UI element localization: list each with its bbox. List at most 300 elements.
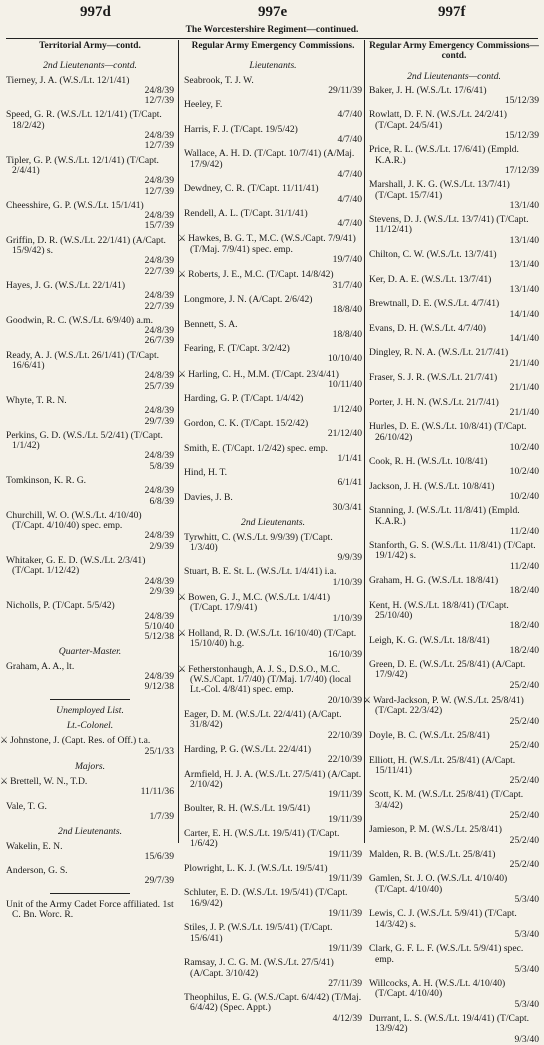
officer-name-text: Schluter, E. D. (W.S./Lt. 19/5/41) (T/Capt. 16/9/42): [184, 887, 348, 909]
officer-name-text: Plowright, L. K. J. (W.S./Lt. 19/5/41): [184, 862, 328, 874]
commission-date: 1/1/41: [337, 452, 362, 464]
officer-name-text: Brewtnall, D. E. (W.S./Lt. 4/7/41): [369, 298, 500, 310]
officer-name-text: Dewdney, C. R. (T/Capt. 11/11/41): [184, 183, 319, 195]
officer-entry: [369, 850, 539, 871]
officer-entry: [6, 396, 174, 427]
officer-entry: [184, 295, 362, 316]
section-heading: Unemployed List.: [56, 704, 124, 716]
officer-name-text: Doyle, B. C. (W.S./Lt. 25/8/41): [369, 729, 490, 741]
officer-name-text: Price, R. L. (W.S./Lt. 17/6/41) (Empld. K.A.R.): [369, 144, 519, 166]
officer-entry: [178, 233, 362, 266]
commission-date: 29/11/39: [328, 84, 362, 96]
commission-date: 25/2/40: [509, 775, 539, 787]
officer-name-text: Wakelin, E. N.: [6, 840, 63, 852]
commission-date: 15/12/39: [504, 130, 539, 142]
commission-date: 5/8/39: [149, 460, 174, 472]
column-divider-2: [364, 40, 365, 843]
commission-date: 25/2/40: [509, 810, 539, 821]
officer-name-text: Boulter, R. H. (W.S./Lt. 19/5/41): [184, 803, 311, 815]
officer-name-text: Dingley, R. N. A. (W.S./Lt. 21/7/41): [369, 347, 509, 359]
officer-entry: [369, 348, 539, 369]
officer-name: [369, 215, 539, 236]
officer-name: [184, 444, 362, 454]
commission-date: 2/9/39: [149, 585, 174, 597]
officer-name-text: Churchill, W. O. (W.S./Lt. 4/10/40) (T/Capt. 4/10/40) spec. emp.: [6, 509, 142, 532]
officer-name-text: Scott, K. M. (W.S./Lt. 25/8/41) (T/Capt. 3/4/42): [369, 789, 524, 811]
commission-date: 29/7/39: [144, 415, 174, 427]
officer-name-text: Green, D. E. (W.S./Lt. 25/8/41) (A/Capt. 17/9/42): [369, 659, 526, 681]
officer-entry: [6, 900, 174, 921]
officer-name: [369, 874, 539, 895]
officer-name-text: Cook, R. H. (W.S./Lt. 10/8/41): [369, 456, 488, 468]
column-header: Territorial Army—contd.: [39, 41, 141, 51]
officer-name: [6, 351, 174, 372]
commission-date: 24/8/39: [144, 575, 174, 587]
officer-entry: [369, 110, 539, 141]
officer-entry: [0, 735, 174, 757]
officer-name-text: Leigh, K. G. (W.S./Lt. 18/8/41): [369, 634, 490, 646]
officer-name: [369, 909, 539, 930]
section-rule: [50, 893, 130, 894]
officer-entry: [184, 567, 362, 588]
officer-name: [369, 299, 539, 309]
officer-name-text: Vale, T. G.: [6, 800, 47, 812]
officer-name-text: Smith, E. (T/Capt. 1/2/42) spec. emp.: [184, 442, 328, 454]
officer-name-text: Anderson, G. S.: [6, 865, 68, 877]
commission-date: 14/1/40: [509, 308, 539, 320]
commission-date: 4/7/40: [337, 109, 362, 121]
officer-name-text: Lewis, C. J. (W.S./Lt. 5/9/41) (T/Capt. 14/3/42) s.: [369, 908, 517, 930]
officer-name: [363, 695, 539, 717]
officer-name-text: Brettell, W. N., T.D.: [10, 776, 88, 788]
officer-name-text: Clark, G. F. L. F. (W.S./Lt. 5/9/41) spec. emp.: [369, 943, 524, 965]
officer-entry: [6, 431, 174, 472]
crossed-swords-icon: ⚔: [178, 663, 187, 674]
crossed-swords-icon: ⚔: [363, 695, 372, 706]
officer-name: [6, 511, 174, 532]
officer-entry: [178, 269, 362, 291]
commission-date: 18/8/40: [332, 304, 362, 316]
officer-name: [6, 556, 174, 577]
officer-name-text: Porter, J. H. N. (W.S./Lt. 21/7/41): [369, 396, 499, 408]
officer-name-text: Perkins, G. D. (W.S./Lt. 5/2/41) (T/Capt. 1/1/42): [6, 429, 163, 452]
officer-entry: [184, 149, 362, 180]
officer-entry: [369, 909, 539, 940]
commission-date: 19/11/39: [328, 908, 362, 920]
officer-name-text: Stevens, D. J. (W.S./Lt. 13/7/41) (T/Capt. 11/12/41): [369, 214, 529, 236]
section-heading: Majors.: [74, 760, 106, 772]
commission-date: 24/8/39: [144, 530, 174, 542]
officer-name: [184, 888, 362, 909]
officer-name-text: Nicholls, P. (T/Capt. 5/5/42): [6, 600, 115, 612]
commission-date: 24/8/39: [144, 370, 174, 382]
officer-name: [178, 663, 362, 696]
officer-name: [6, 110, 174, 131]
officer-name: [369, 790, 539, 811]
officer-name-text: Bowen, G. J., M.C. (W.S./Lt. 1/4/41) (T/Capt. 17/9/41): [188, 592, 331, 614]
commission-date: 19/11/39: [328, 848, 362, 860]
column-header: Regular Army Emergency Commissions.: [191, 41, 355, 51]
officer-entry: [6, 76, 174, 107]
commission-date: 15/7/39: [144, 220, 174, 232]
officer-name-text: Fearing, F. (T/Capt. 3/2/42): [184, 343, 290, 355]
commission-date: 25/2/40: [509, 679, 539, 691]
officer-entry: [184, 493, 362, 514]
commission-date: 15/12/39: [504, 95, 539, 107]
officer-name: [184, 125, 362, 135]
officer-entry: [369, 324, 539, 345]
header-rule: [6, 38, 538, 39]
crossed-swords-icon: ⚔: [178, 269, 187, 280]
officer-name-text: Theophilus, E. G. (W.S./Capt. 6/4/42) (T/Maj. 6/4/42) (Spec. Appt.): [184, 992, 362, 1014]
officer-entry: [369, 825, 539, 846]
commission-date: 10/11/40: [328, 379, 362, 391]
officer-name: [184, 100, 362, 110]
officer-name-text: Elliott, H. (W.S./Lt. 25/8/41) (A/Capt. 15/11/41): [369, 754, 516, 776]
officer-name: [369, 756, 539, 777]
commission-date: 17/12/39: [504, 164, 539, 176]
commission-date: 24/8/39: [144, 450, 174, 462]
officer-entry: [369, 299, 539, 320]
officer-name-text: Graham, A. A., lt.: [6, 660, 75, 672]
officer-entry: [369, 145, 539, 176]
commission-date: 12/7/39: [144, 95, 174, 107]
commission-date: 24/8/39: [144, 405, 174, 417]
crossed-swords-icon: ⚔: [178, 627, 187, 638]
commission-date: 24/8/39: [144, 255, 174, 267]
officer-entry: [184, 125, 362, 146]
officer-entry: [369, 601, 539, 632]
officer-entry: [363, 695, 539, 727]
section-heading: 2nd Lieutenants.: [241, 517, 305, 529]
officer-entry: [369, 731, 539, 752]
commission-date: 22/10/39: [327, 754, 362, 766]
commission-date: 4/7/40: [337, 218, 362, 230]
officer-name-text: Longmore, J. N. (A/Capt. 2/6/42): [184, 293, 313, 305]
officer-entry: [6, 281, 174, 312]
commission-date: 25/2/40: [509, 715, 539, 727]
commission-date: 11/2/40: [510, 525, 539, 537]
officer-name: [6, 236, 174, 257]
commission-date: 2/9/39: [149, 540, 174, 552]
officer-name-text: Malden, R. B. (W.S./Lt. 25/8/41): [369, 848, 496, 860]
officer-entry: [369, 215, 539, 246]
officer-name-text: Ramsay, J. C. G. M. (W.S./Lt. 27/5/41) (A/Capt. 3/10/42): [184, 957, 334, 979]
officer-name: [369, 541, 539, 562]
officer-entry: [369, 275, 539, 296]
officer-name-text: Rowlatt, D. F. N. (W.S./Lt. 24/2/41) (T/Capt. 24/5/41): [369, 109, 507, 131]
section-heading: Quarter-Master.: [58, 646, 122, 658]
officer-name-text: Willcocks, A. H. (W.S./Lt. 4/10/40) (T/Capt. 4/10/40): [369, 978, 506, 1000]
commission-date: 24/8/39: [144, 671, 174, 683]
officer-entry: [369, 541, 539, 572]
officer-name-text: Kent, H. (W.S./Lt. 18/8/41) (T/Capt. 25/10/40): [369, 599, 509, 621]
commission-date: 10/2/40: [509, 441, 539, 453]
officer-name: [184, 149, 362, 170]
officer-entry: [369, 790, 539, 821]
officer-entry: [6, 316, 174, 347]
officer-entry: [184, 320, 362, 341]
commission-date: 18/8/40: [332, 328, 362, 340]
officer-name-text: Roberts, J. E., M.C. (T/Capt. 14/8/42): [188, 269, 334, 281]
officer-name-text: Unit of the Army Cadet Force affiliated. 1st C. Bn. Worc. R.: [6, 898, 174, 921]
officer-name: [369, 110, 539, 131]
officer-entry: [369, 979, 539, 1010]
officer-entry: [6, 110, 174, 151]
commission-date: 13/1/40: [509, 199, 539, 211]
officer-name: [369, 180, 539, 201]
section-rule: [50, 699, 130, 700]
officer-entry: [184, 444, 362, 465]
commission-date: 6/1/41: [337, 477, 362, 489]
commission-date: 9/9/39: [337, 552, 362, 564]
officer-name-text: Stuart, B. E. St. L. (W.S./Lt. 1/4/41) i.a.: [184, 566, 337, 578]
officer-name-text: Durrant, L. S. (W.S./Lt. 19/4/41) (T/Capt. 13/9/42): [369, 1013, 530, 1035]
officer-name: [178, 592, 362, 614]
officer-name-text: Tierney, J. A. (W.S./Lt. 12/1/41): [6, 74, 130, 86]
officer-entry: [184, 923, 362, 954]
commission-date: 4/7/40: [337, 134, 362, 146]
officer-name-text: Holland, R. D. (W.S./Lt. 16/10/40) (T/Capt. 15/10/40) h.g.: [188, 627, 357, 650]
officer-name: [6, 900, 174, 921]
officer-name: [369, 979, 539, 1000]
officer-entry: [6, 351, 174, 392]
officer-entry: [6, 662, 174, 693]
officer-entry: [184, 888, 362, 919]
officer-name-text: Graham, H. G. (W.S./Lt. 18/8/41): [369, 575, 499, 587]
officer-entry: [6, 601, 174, 642]
officer-entry: [369, 576, 539, 597]
commission-date: 5/3/40: [514, 928, 539, 940]
commission-date: 18/2/40: [509, 585, 539, 597]
officer-name: [184, 184, 362, 194]
commission-date: 24/8/39: [144, 610, 174, 622]
commission-date: 31/7/40: [332, 279, 362, 291]
commission-date: 21/12/40: [327, 428, 362, 440]
commission-date: 9/12/38: [144, 681, 174, 693]
officer-entry: [369, 398, 539, 419]
officer-name: [369, 506, 539, 527]
officer-name-text: Heeley, F.: [184, 99, 223, 111]
officer-entry: [184, 184, 362, 205]
officer-name: [184, 710, 362, 731]
officer-name-text: Bennett, S. A.: [184, 318, 238, 330]
officer-name-text: Cheesshire, G. P. (W.S./Lt. 15/1/41): [6, 199, 144, 211]
officer-name-text: Hayes, J. G. (W.S./Lt. 22/1/41): [6, 279, 126, 291]
officer-entry: [369, 180, 539, 211]
commission-date: 11/2/40: [510, 560, 539, 572]
officer-entry: [6, 866, 174, 887]
officer-name-text: Fraser, S. J. R. (W.S./Lt. 21/7/41): [369, 372, 498, 384]
officer-name-text: Hawkes, B. G. T., M.C. (W.S./Capt. 7/9/41) (T/Maj. 7/9/41) spec. emp.: [188, 233, 356, 255]
officer-name: [184, 770, 362, 791]
officer-name-text: Fetherstonhaugh, A. J. S., D.S.O., M.C. (W.S./Capt. 1/7/40) (T/Maj. 1/7/40) (local Lt.-Col. 4/8/41) spec. emp.: [188, 663, 352, 696]
commission-date: 25/2/40: [509, 740, 539, 752]
commission-date: 18/2/40: [509, 644, 539, 656]
commission-date: 16/10/39: [327, 648, 362, 660]
commission-date: 24/8/39: [144, 84, 174, 96]
commission-date: 21/1/40: [509, 382, 539, 394]
officer-entry: [178, 663, 362, 706]
officer-entry: [6, 476, 174, 507]
officer-name-text: Tyrwhitt, C. (W.S./Lt. 9/9/39) (T/Capt. 1/3/40): [184, 531, 333, 553]
officer-name-text: Wallace, A. H. D. (T/Capt. 10/7/41) (A/Maj. 17/9/42): [184, 148, 355, 170]
officer-name: [184, 829, 362, 850]
section-heading: Lt.-Colonel.: [66, 719, 114, 731]
officer-name: [6, 601, 174, 611]
officer-name-text: Marshall, J. K. G. (W.S./Lt. 13/7/41) (T/Capt. 15/7/41): [369, 179, 510, 201]
commission-date: 4/7/40: [337, 168, 362, 180]
commission-date: 10/2/40: [509, 490, 539, 502]
officer-name: [178, 233, 362, 255]
crossed-swords-icon: ⚔: [178, 368, 187, 379]
officer-name-text: Carter, E. H. (W.S./Lt. 19/5/41) (T/Capt. 1/6/42): [184, 828, 340, 850]
officer-name-text: Harding, P. G. (W.S./Lt. 22/4/41): [184, 743, 312, 755]
officer-name: [184, 468, 362, 478]
commission-date: 11/11/36: [140, 786, 174, 798]
commission-date: 12/7/39: [144, 185, 174, 197]
commission-date: 5/12/38: [144, 631, 174, 643]
commission-date: 19/11/39: [328, 873, 362, 885]
officer-entry: [369, 373, 539, 394]
officer-name-text: Johnstone, J. (Capt. Res. of Off.) t.a.: [10, 735, 151, 747]
commission-date: 26/7/39: [144, 335, 174, 347]
officer-name: [369, 422, 539, 443]
officer-name: [6, 431, 174, 452]
officer-name-text: Jackson, J. H. (W.S./Lt. 10/8/41): [369, 480, 495, 492]
officer-name: [184, 958, 362, 979]
officer-name: [184, 209, 362, 219]
officer-name-text: Stanning, J. (W.S./Lt. 11/8/41) (Empld. K.A.R.): [369, 505, 520, 527]
officer-name-text: Speed, G. R. (W.S./Lt. 12/1/41) (T/Capt. 18/2/42): [6, 109, 162, 131]
commission-date: 18/2/40: [509, 620, 539, 632]
officer-name-text: Gamlen, St. J. O. (W.S./Lt. 4/10/40) (T/Capt. 4/10/40): [369, 873, 508, 895]
page-number-left: 997d: [80, 4, 111, 20]
commission-date: 19/11/39: [328, 813, 362, 825]
officer-name-text: Ready, A. J. (W.S./Lt. 26/1/41) (T/Capt. 16/6/41): [6, 349, 160, 372]
officer-entry: [184, 745, 362, 766]
officer-name-text: Harris, F. J. (T/Capt. 19/5/42): [184, 123, 298, 135]
officer-entry: [6, 236, 174, 277]
officer-entry: [184, 468, 362, 489]
officer-name: [184, 923, 362, 944]
officer-entry: [369, 756, 539, 787]
commission-date: 9/3/40: [514, 1033, 539, 1045]
commission-date: 5/3/40: [514, 963, 539, 975]
commission-date: 5/3/40: [514, 998, 539, 1010]
officer-entry: [6, 201, 174, 232]
officer-entry: [184, 394, 362, 415]
officer-entry: [184, 958, 362, 989]
commission-date: 24/8/39: [144, 210, 174, 222]
officer-name: [178, 269, 362, 281]
officer-name-text: Tomkinson, K. R. G.: [6, 474, 87, 486]
commission-date: 22/10/39: [327, 729, 362, 741]
commission-date: 21/1/40: [509, 406, 539, 418]
officer-name: [184, 993, 362, 1014]
commission-date: 1/10/39: [332, 576, 362, 588]
commission-date: 5/10/40: [144, 620, 174, 632]
officer-entry: [6, 802, 174, 823]
officer-name: [369, 145, 539, 166]
officer-name-text: Stiles, J. P. (W.S./Lt. 19/5/41) (T/Capt. 15/6/41): [184, 922, 333, 944]
commission-date: 5/3/40: [514, 894, 539, 906]
officer-name-text: Harling, C. H., M.M. (T/Capt. 23/4/41): [188, 368, 339, 380]
officer-entry: [184, 533, 362, 564]
officer-entry: [0, 776, 174, 798]
crossed-swords-icon: ⚔: [178, 592, 187, 603]
column-header: Regular Army Emergency Commissions—contd.: [369, 41, 539, 62]
officer-entry: [184, 829, 362, 860]
officer-entry: [369, 944, 539, 975]
officer-entry: [369, 1014, 539, 1045]
page-number-right: 997f: [438, 4, 466, 20]
commission-date: 1/7/39: [149, 811, 174, 822]
commission-date: 24/8/39: [144, 325, 174, 337]
officer-entry: [369, 660, 539, 691]
officer-name-text: Goodwin, R. C. (W.S./Lt. 6/9/40) a.m.: [6, 314, 154, 326]
officer-name: [178, 627, 362, 650]
officer-name: [369, 1014, 539, 1035]
commission-date: 19/11/39: [328, 942, 362, 954]
page-number-center: 997e: [258, 4, 288, 20]
officer-entry: [369, 506, 539, 537]
commission-date: 4/7/40: [337, 193, 362, 205]
officer-name: [369, 601, 539, 622]
officer-name-text: Whyte, T. R. N.: [6, 394, 67, 406]
commission-date: 24/8/39: [144, 175, 174, 187]
regiment-title: The Worcestershire Regiment—continued.: [185, 25, 359, 35]
column-emergency-commissions: [178, 41, 362, 1024]
commission-date: 27/11/39: [328, 977, 362, 989]
officer-name-text: Armfield, H. J. A. (W.S./Lt. 27/5/41) (A/Capt. 2/10/42): [184, 768, 362, 790]
officer-entry: [184, 864, 362, 885]
commission-date: 25/2/40: [509, 859, 539, 871]
officer-entry: [369, 874, 539, 905]
commission-date: 24/8/39: [144, 130, 174, 142]
commission-date: 10/2/40: [509, 466, 539, 478]
officer-name-text: Hurles, D. E. (W.S./Lt. 10/8/41) (T/Capt. 26/10/42): [369, 421, 527, 443]
commission-date: 20/10/39: [327, 694, 362, 706]
officer-entry: [369, 482, 539, 503]
officer-name-text: Whitaker, G. E. D. (W.S./Lt. 2/3/41) (T/Capt. 1/12/42): [6, 555, 146, 577]
officer-name-text: Tipler, G. P. (W.S./Lt. 12/1/41) (T/Capt. 2/4/41): [6, 154, 159, 176]
officer-name-text: Rendell, A. L. (T/Capt. 31/1/41): [184, 207, 308, 219]
commission-date: 25/7/39: [144, 380, 174, 392]
officer-name-text: Hind, H. T.: [184, 467, 228, 479]
officer-name: [6, 156, 174, 177]
officer-name-text: Harding, G. P. (T/Capt. 1/4/42): [184, 393, 304, 405]
commission-date: 15/6/39: [144, 850, 174, 862]
commission-date: 13/1/40: [509, 234, 539, 246]
officer-name: [369, 944, 539, 965]
column-divider-1: [178, 40, 179, 843]
officer-name-text: Eager, D. M. (W.S./Lt. 22/4/41) (A/Capt. 31/8/42): [184, 709, 342, 731]
commission-date: 30/3/41: [332, 501, 362, 513]
commission-date: 1/10/39: [332, 612, 362, 624]
officer-entry: [6, 842, 174, 863]
officer-entry: [6, 511, 174, 552]
officer-name-text: Baker, J. H. (W.S./Lt. 17/6/41): [369, 84, 487, 96]
commission-date: 4/12/39: [332, 1012, 362, 1024]
officer-name: [0, 735, 174, 747]
officer-entry: [369, 636, 539, 657]
commission-date: 1/12/40: [332, 403, 362, 415]
commission-date: 22/7/39: [144, 300, 174, 312]
officer-name-text: Gordon, C. K. (T/Capt. 15/2/42): [184, 417, 309, 429]
officer-name: [184, 533, 362, 554]
column-territorial-army: [0, 41, 174, 921]
